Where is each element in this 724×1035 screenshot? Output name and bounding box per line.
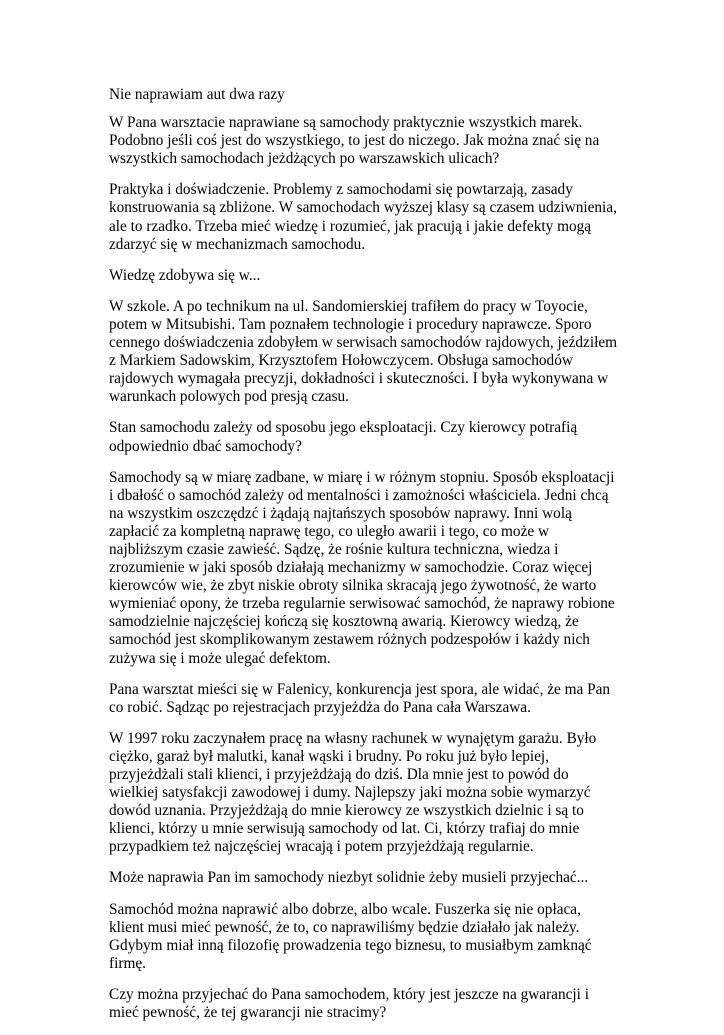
paragraph-question-3: Stan samochodu zależy od sposobu jego eksploatacji. Czy kierowcy potrafią odpowiednio dbać samochody? <box>109 419 578 455</box>
paragraph-question-2: Wiedzę zdobywa się w... <box>109 266 261 284</box>
paragraph-answer-2: W szkole. A po technikum na ul. Sandomierskiej trafiłem do pracy w Toyocie, potem w Mitsubishi. Tam poznałem technologie i procedury naprawcze. Sporo cennego doświadczenia zdobyłem w serwisach samochodów rajdowych, jeździłem z Markiem Sadowskim, Krzysztofem Hołowczycem. Obsługa samochodów rajdowych wymagała precyzji, dokładności i skuteczności. I była wykonywana w warunkach polowych pod presją czasu. <box>109 297 618 406</box>
paragraph-question-1: W Pana warsztacie naprawiane są samochody praktycznie wszystkich marek. Podobno jeśli coś jest do wszystkiego, to jest do niczego. Jak można znać się na wszystkich samochodach jeżdżących po warszawskich ulicach? <box>109 114 600 168</box>
document-page <box>109 86 619 1035</box>
paragraph-answer-3: Samochody są w miarę zadbane, w miarę i w różnym stopniu. Sposób eksploatacji i dbałość o samochód zależy od mentalności i zamożności właściciela. Jedni chcą na wszystkim oszczędzć i żądają najtańszych sposobów naprawy. Inni wolą zapłacić za kompletną naprawę tego, co uległo awarii i tego, co może w najbliższym czasie zawieść. Sądzę, że rośnie kultura techniczna, wiedza i zrozumienie w jaki sposób działają mechanizmy w samochodzie. Coraz więcej kierowców wie, że zbyt niskie obroty silnika skracają jego żywotność, że warto wymieniać opony, że trzeba regularnie serwisować samochód, że naprawy robione samodzielnie najczęściej kończą się kosztowną awarią. Kierowcy wiedzą, że samochód jest skomplikowanym zestawem różnych podzespołów i każdy nich zużywa się i może ulegać defektom. <box>109 468 615 667</box>
paragraph-question-5: Może naprawia Pan im samochody niezbyt solidnie żeby musieli przyjechać... <box>109 869 589 887</box>
document-title: Nie naprawiam aut dwa razy <box>109 86 285 103</box>
paragraph-question-4: Pana warsztat mieści się w Falenicy, konkurencja jest spora, ale widać, że ma Pan co robić. Sądząc po rejestracjach przyjeżdża do Pana cała Warszawa. <box>109 680 611 716</box>
paragraph-answer-5: Samochód można naprawić albo dobrze, albo wcale. Fuszerka się nie opłaca, klient musi mieć pewność, że to, co naprawiliśmy będzie działało jak należy. Gdybym miał inną filozofię prowadzenia tego biznesu, to musiałbym zamknąć firmę. <box>109 900 592 972</box>
paragraph-answer-4: W 1997 roku zaczynałem pracę na własny rachunek w wynajętym garażu. Było ciężko, garaż był malutki, kanał wąski i brudny. Po roku już było lepiej, przyjeżdżali stali klienci, i przyjeżdżają do dziś. Dla mnie jest to powód do wielkiej satysfakcji zawodowej i dumy. Najlepszy jaki można sobie wymarzyć dowód uznania. Przyjeżdżają do mnie kierowcy ze wszystkich dzielnic i są to klienci, którzy u mnie serwisują samochody od lat. Ci, którzy trafiaj do mnie przypadkiem też najczęściej wracają i potem przyjeżdżają regularnie. <box>109 729 597 856</box>
paragraph-answer-1: Praktyka i doświadczenie. Problemy z samochodami się powtarzają, zasady konstruowania są zbliżone. W samochodach wyższej klasy są czasem udziwnienia, ale to rzadko. Trzeba mieć wiedzę i rozumieć, jak pracują i jakie defekty mogą zdarzyć się w mechanizmach samochodu. <box>109 181 617 253</box>
paragraph-question-6: Czy można przyjechać do Pana samochodem, który jest jeszcze na gwarancji i mieć pewność, że tej gwarancji nie stracimy? <box>109 985 589 1022</box>
